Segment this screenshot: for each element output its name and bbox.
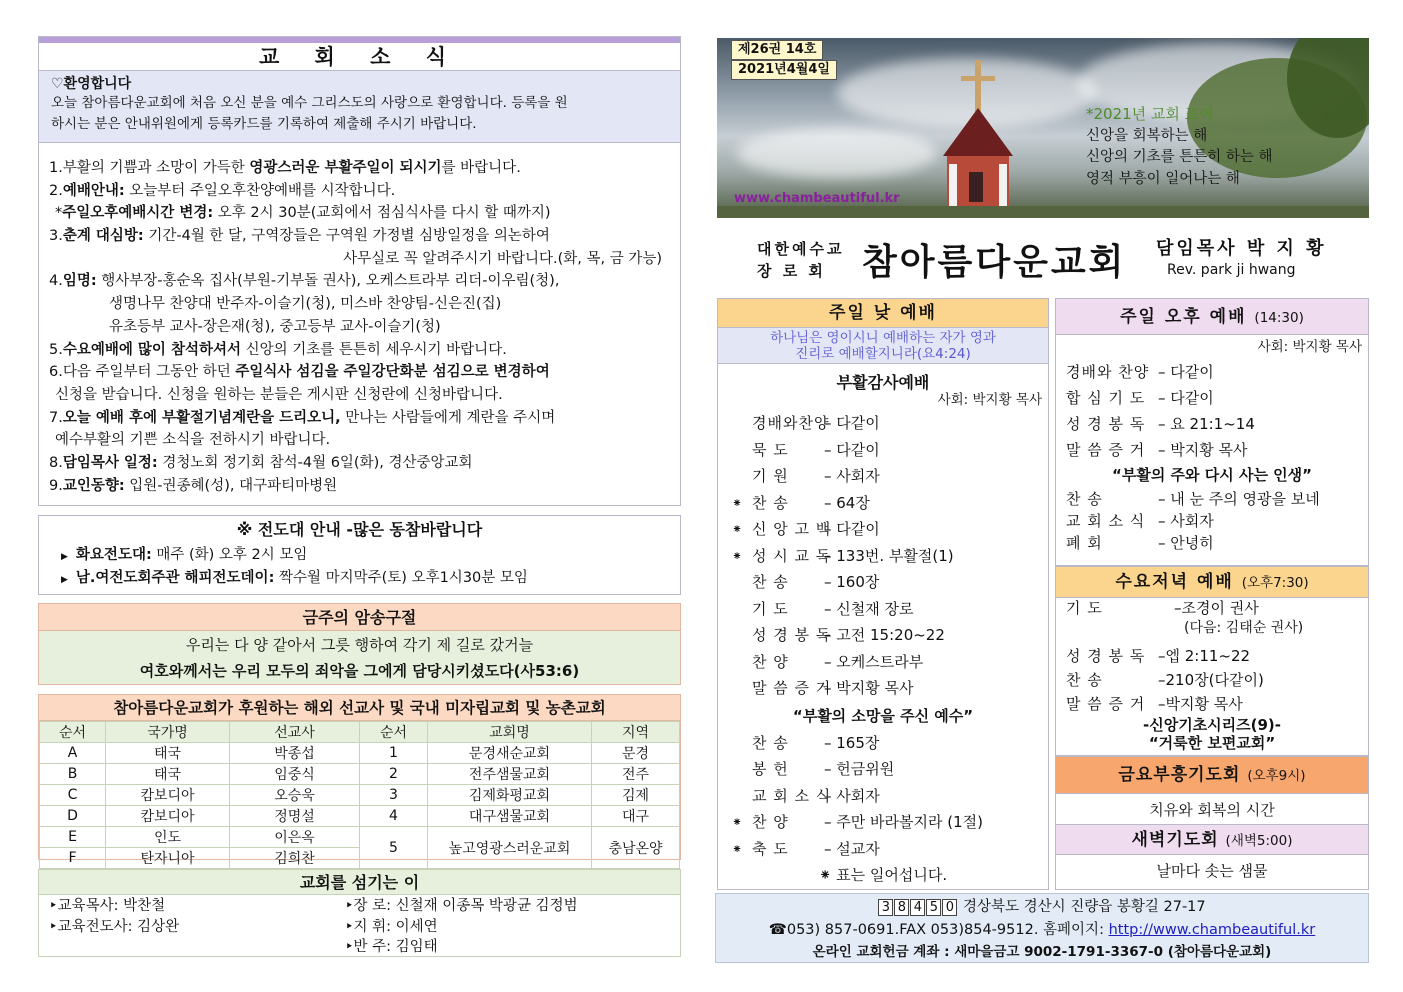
servant-line: ‣교육목사: 박찬철: [49, 898, 166, 914]
table-row: [40, 806, 680, 827]
welcome-line: 하시는 분은 안내위원에게 등록카드를 기록하여 제출해 주시기 바랍니다.: [51, 116, 477, 132]
verse-line: 진리로 예배할지니라(요4:24): [795, 346, 971, 362]
zip-digit: 4: [910, 899, 925, 916]
order-value: – 다같이: [824, 414, 880, 432]
servants-left: [49, 895, 179, 937]
homepage-link[interactable]: http://www.chambeautiful.kr: [1108, 922, 1316, 938]
news-item-bold: 교인동향:: [62, 477, 125, 494]
order-value: – 다같이: [824, 520, 880, 538]
order-sub: (다음: 김태순 권사): [1184, 620, 1304, 636]
order-row: [1056, 598, 1368, 644]
news-item: [49, 270, 668, 293]
table-cell: 김희찬: [230, 848, 360, 869]
order-name: 성 경 봉 독: [752, 626, 832, 644]
order-row: [718, 756, 1048, 783]
news-item: [49, 293, 668, 316]
table-cell: 3: [360, 785, 428, 806]
account-line: 온라인 교회헌금 계좌 : 새마을금고 9002-1791-3367-0 (참아름다운교회): [812, 944, 1272, 960]
servant-line: ‣교육전도사: 김상완: [49, 918, 180, 935]
news-item: [49, 384, 668, 407]
table-row: [40, 743, 680, 764]
news-item: [49, 202, 668, 225]
table-cell: 태국: [106, 764, 230, 785]
order-name: 경배와찬양: [752, 414, 830, 432]
news-item-bold: 임명:: [62, 273, 97, 290]
order-row: [718, 783, 1048, 810]
service-leader: 사회: 박지황 목사: [937, 392, 1042, 408]
news-list: [39, 143, 680, 497]
standing-icon: ⁕: [732, 495, 743, 510]
news-item-bold: 수요예배에 많이 참석하셔서: [62, 341, 242, 358]
table-cell: 태국: [106, 743, 230, 764]
order-value: – 안녕히: [1158, 534, 1214, 552]
news-item-text: 만나는 사람들에게 계란을 주시며: [340, 409, 556, 426]
news-item: [49, 157, 668, 180]
order-row: [718, 809, 1048, 836]
order-value: – 헌금위원: [824, 760, 895, 778]
table-cell: 박종섭: [230, 743, 360, 764]
col-header: 선교사: [230, 722, 360, 743]
col-header: 지역: [592, 722, 680, 743]
order-value: – 사회자: [824, 786, 880, 805]
order-value: – 165장: [824, 733, 880, 752]
order-list: [718, 730, 1048, 863]
order-row: [718, 622, 1048, 649]
bullet-triangle-icon: ▶: [61, 552, 68, 562]
table-cell: 문경: [592, 743, 680, 764]
news-item-text: 8.: [49, 454, 63, 471]
mission-title: 참아름다운교회가 후원하는 해외 선교사 및 국내 미자립교회 및 농촌교회: [39, 695, 680, 721]
table-cell: 충남온양: [592, 827, 680, 869]
order-row: [1056, 510, 1368, 532]
news-item: [49, 225, 668, 248]
order-row: [1056, 668, 1368, 692]
news-item-bold: 예배안내:: [62, 182, 125, 199]
news-item-text: 기간-4월 한 달, 구역장들은 구역원 가정별 심방일정을 의논하여: [143, 228, 550, 245]
hero-url: www.chambeautiful.kr: [734, 191, 900, 206]
table-cell: 탄자니아: [106, 848, 230, 869]
order-name: 폐 회: [1066, 534, 1103, 552]
order-name: 교 회 소 식: [1066, 512, 1146, 530]
dawn-text: 날마다 솟는 샘물: [1156, 862, 1268, 880]
order-name: 찬 송: [752, 733, 789, 752]
news-item-text: 유초등부 교사-장은재(청), 중고등부 교사-이슬기(청): [109, 318, 441, 335]
order-row: [718, 410, 1048, 437]
table-cell: 1: [360, 743, 428, 764]
news-item-bold: 주일식사 섬김을 주일강단화분 섬김으로 변경하여: [235, 364, 550, 381]
verse-box: [718, 328, 1048, 364]
table-cell: A: [40, 743, 106, 764]
news-item: [49, 407, 668, 430]
order-name: 신 앙 고 백: [752, 520, 832, 538]
news-item-text: 입원-권종혜(성), 대구파티마병원: [124, 477, 338, 494]
pastor-name-en: Rev. park ji hwang: [1167, 262, 1296, 278]
order-value: –엡 2:11~22: [1158, 647, 1251, 665]
sermon-series: -신앙기초시리즈(9)-: [1142, 716, 1282, 734]
news-item-text: 3.: [49, 228, 63, 245]
news-item-text: 예수부활의 기쁜 소식을 전하시기 바랍니다.: [55, 432, 331, 449]
table-cell: C: [40, 785, 106, 806]
news-item-text: 1.부활의 기쁨과 소망이 가득한: [49, 160, 250, 176]
contact-line: [716, 919, 1368, 942]
table-row: [40, 764, 680, 785]
order-row: [1056, 385, 1368, 411]
zip-code: [878, 899, 958, 915]
news-item: [49, 429, 668, 452]
order-value: – 설교자: [824, 839, 880, 858]
news-item-text: 오늘부터 주일오후찬양예배를 시작합니다.: [124, 182, 396, 199]
order-name: 기 도: [752, 599, 789, 618]
col-header: 순서: [40, 722, 106, 743]
news-item-text: 6.다음 주일부터 그동안 하던: [49, 364, 236, 381]
order-row: [718, 730, 1048, 757]
order-value: – 160장: [824, 573, 880, 591]
order-value: – 사회자: [1158, 512, 1214, 530]
news-item-bold: 담임목사 일정:: [62, 454, 158, 471]
evangelism-item: ▶ 남.여전도회주관 해피전도데이: 짝수월 마지막주(토) 오후1시30분 모임: [61, 570, 528, 586]
issue-date: 2021년4월4일: [731, 60, 837, 80]
news-item-text: 2.: [49, 182, 63, 199]
memory-title: 금주의 암송구절: [39, 604, 680, 631]
col-header: 국가명: [106, 722, 230, 743]
order-row: [718, 490, 1048, 517]
order-row: [718, 463, 1048, 490]
order-name: 찬 송: [752, 493, 789, 512]
wednesday-service: [1055, 566, 1369, 756]
table-cell: 캄보디아: [106, 806, 230, 827]
table-cell: 2: [360, 764, 428, 785]
news-title: 교 회 소 식: [39, 43, 680, 71]
prayer-meetings: [1055, 756, 1369, 890]
denomination-line: 장 로 회: [757, 262, 826, 280]
news-item-text: 신청을 받습니다. 신청을 원하는 분들은 게시판 신청란에 신청바랍니다.: [55, 386, 503, 403]
sunday-morning-service: [717, 298, 1049, 890]
motto-line: 영적 부흥이 일어나는 해: [1086, 170, 1240, 187]
table-cell: B: [40, 764, 106, 785]
news-item-bold: 주일오후예배시간 변경:: [62, 205, 214, 222]
order-value: – 박지황 목사: [1158, 441, 1248, 459]
order-list: [1056, 598, 1368, 716]
news-item-text: 신앙의 기초를 튼튼히 세우시기 바랍니다.: [241, 341, 507, 358]
sermon-title: “부활의 주와 다시 사는 인생”: [1112, 466, 1312, 484]
servant-line: ‣지 휘: 이세연: [345, 918, 438, 935]
table-cell: 높고영광스러운교회: [428, 827, 592, 869]
news-item-text: 9.: [49, 477, 63, 494]
zip-digit: 8: [894, 899, 909, 916]
order-value: – 주만 바라볼지라 (1절): [824, 813, 983, 831]
order-value: – 내 눈 주의 영광을 보네: [1158, 490, 1320, 508]
order-value: –210장(다같이): [1158, 671, 1264, 689]
address-box: [715, 893, 1369, 963]
order-name: 찬 송: [1066, 671, 1103, 689]
memory-verse-box: [38, 603, 681, 685]
order-name: 성 경 봉 독: [1066, 415, 1146, 433]
motto-title: *2021년 교회 표어: [1086, 105, 1214, 123]
order-name: 기 원: [752, 467, 789, 485]
table-cell: 전주샘물교회: [428, 764, 592, 785]
order-row: [1056, 692, 1368, 716]
table-cell: 전주: [592, 764, 680, 785]
table-cell: 정명설: [230, 806, 360, 827]
news-item-bold: 영광스러운 부활주일이 되시기: [249, 160, 442, 176]
service-title: 주일 낮 예배: [718, 299, 1048, 328]
order-list: [718, 410, 1048, 702]
phone-fax: ☎053) 857-0691.FAX 053)854-9512. 홈페이지:: [768, 922, 1109, 938]
news-item: [49, 339, 668, 362]
table-cell: 대구: [592, 806, 680, 827]
order-value: – 사회자: [824, 467, 880, 485]
order-value: – 다같이: [1158, 389, 1214, 407]
news-item-text: 4.: [49, 273, 63, 290]
news-item-text: 5.: [49, 341, 63, 358]
order-row: [1056, 532, 1368, 554]
order-name: 말 씀 증 거: [752, 679, 832, 697]
order-name: 찬 양: [752, 652, 789, 671]
servants-title: 교회를 섬기는 이: [39, 870, 680, 895]
news-item-text: 생명나무 찬양대 반주자-이슬기(청), 미스바 찬양팀-신은진(집): [109, 296, 502, 313]
evangelism-box: [38, 515, 681, 595]
news-item: [49, 316, 668, 339]
order-name: 성 시 교 독: [752, 546, 832, 565]
order-row: [718, 649, 1048, 676]
pastor-name: 담임목사 박 지 황: [1156, 238, 1327, 259]
welcome-heading: ♡환영합니다: [51, 76, 132, 92]
motto-block: [1086, 104, 1273, 190]
order-name: 합 심 기 도: [1066, 389, 1146, 407]
order-row: [718, 569, 1048, 596]
table-cell: 김제화평교회: [428, 785, 592, 806]
friday-text: 치유와 회복의 시간: [1056, 793, 1368, 825]
news-item: [49, 248, 668, 271]
friday-title: 금요부흥기도회 (오후9시): [1056, 757, 1368, 793]
news-item: [49, 361, 668, 384]
order-row: [718, 675, 1048, 702]
table-cell: 5: [360, 827, 428, 869]
order-value: – 다같이: [1158, 363, 1214, 381]
service-leader: 사회: 박지황 목사: [1257, 339, 1362, 355]
order-value: –박지황 목사: [1158, 695, 1243, 713]
order-value: – 오케스트라부: [824, 652, 924, 671]
news-item: [49, 475, 668, 498]
welcome-box: [39, 71, 680, 143]
order-value: – 고전 15:20~22: [824, 626, 945, 644]
standing-icon: ⁕: [732, 841, 743, 856]
order-value: – 133번. 부활절(1): [824, 546, 954, 565]
order-row: [718, 437, 1048, 464]
service-title: 수요저녁 예배 (오후7:30): [1056, 567, 1368, 598]
memory-line: 여호와께서는 우리 모두의 죄악을 그에게 담당시키셨도다(사53:6): [139, 662, 580, 680]
order-row: [1056, 644, 1368, 668]
order-list: [1056, 488, 1368, 554]
address-line: [716, 896, 1368, 919]
table-cell: 오승욱: [230, 785, 360, 806]
order-name: 말 씀 증 거: [1066, 695, 1146, 713]
church-name: 참아름다운교회: [862, 242, 1127, 283]
memory-line: 우리는 다 양 같아서 그릇 행하여 각기 제 길로 갔거늘: [185, 636, 534, 654]
news-item: [49, 180, 668, 203]
mission-support-box: [38, 694, 681, 867]
servants-box: [38, 869, 681, 957]
order-value: – 요 21:1~14: [1158, 415, 1255, 433]
table-cell: 임중식: [230, 764, 360, 785]
order-row: [718, 543, 1048, 570]
order-row: [1056, 437, 1368, 463]
table-cell: 김제: [592, 785, 680, 806]
mission-table: [39, 721, 680, 869]
order-name: 기 도: [1066, 599, 1103, 617]
standing-icon: ⁕: [732, 522, 743, 536]
order-name: 경배와 찬양: [1066, 363, 1150, 381]
zip-digit: 0: [942, 899, 957, 916]
dawn-title: 새벽기도회 (새벽5:00): [1056, 825, 1368, 855]
order-value: –조경이 권사: [1174, 599, 1259, 617]
order-list: [1056, 359, 1368, 463]
zip-digit: 3: [878, 899, 893, 916]
news-item-text: 오후 2시 30분(교회에서 점심식사를 다시 할 때까지): [213, 205, 551, 222]
order-value: – 신철재 장로: [824, 599, 914, 618]
service-title: 주일 오후 예배 (14:30): [1056, 299, 1368, 335]
service-name: 부활감사예배: [836, 373, 930, 392]
news-item: [49, 452, 668, 475]
order-name: 찬 양: [752, 813, 789, 831]
evangelism-item: ▶ 화요전도대: 매주 (화) 오후 2시 모임: [61, 547, 308, 563]
order-value: – 64장: [824, 493, 870, 512]
order-row: [718, 516, 1048, 543]
col-header: 순서: [360, 722, 428, 743]
order-name: 교 회 소 식: [752, 786, 832, 805]
zip-digit: 5: [926, 899, 941, 916]
table-cell: D: [40, 806, 106, 827]
table-cell: E: [40, 827, 106, 848]
order-row: [1056, 488, 1368, 510]
order-name: 봉 헌: [752, 760, 789, 778]
denomination-line: 대한예수교: [757, 240, 845, 258]
table-cell: 인도: [106, 827, 230, 848]
servant-line: ‣장 로: 신철재 이종목 박광균 김정범: [345, 898, 578, 914]
standing-icon: ⁕: [732, 548, 743, 563]
news-item-text: 행사부장-홍순옥 집사(부원-기부돌 권사), 오케스트라부 리더-이우림(청),: [96, 273, 560, 290]
news-item-bold: 춘계 대심방:: [62, 228, 144, 245]
order-row: [718, 836, 1048, 863]
table-cell: 4: [360, 806, 428, 827]
order-row: [1056, 359, 1368, 385]
issue-volume: 제26권 14호: [731, 40, 823, 60]
table-cell: F: [40, 848, 106, 869]
order-row: [718, 596, 1048, 623]
order-name: 찬 송: [1066, 490, 1103, 508]
order-value: – 다같이: [824, 440, 880, 459]
bullet-triangle-icon: ▶: [61, 575, 68, 585]
welcome-line: 오늘 참아름다운교회에 처음 오신 분을 예수 그리스도의 사랑으로 환영합니다. 등록을 원: [51, 95, 568, 111]
memory-body: [39, 631, 680, 684]
news-item-text: 경청노회 정기회 참석-4월 6일(화), 경산중앙교회: [157, 454, 473, 471]
order-name: 축 도: [752, 839, 789, 858]
table-cell: 캄보디아: [106, 785, 230, 806]
evangelism-title: ※ 전도대 안내 -많은 동참바랍니다: [236, 520, 483, 539]
motto-line: 신앙의 기초를 튼튼히 하는 해: [1086, 149, 1273, 165]
verse-line: 하나님은 영이시니 예배하는 자가 영과: [770, 330, 996, 346]
col-header: 교회명: [428, 722, 592, 743]
table-row: [40, 785, 680, 806]
news-item-text: 를 바랍니다.: [441, 160, 521, 176]
news-item-bold: 오늘 예배 후에 부활절기념계란을 드리오니,: [62, 409, 341, 426]
news-item-text: 7.: [49, 409, 63, 426]
church-news-box: [38, 36, 681, 506]
order-name: 말 씀 증 거: [1066, 441, 1146, 459]
order-name: 성 경 봉 독: [1066, 647, 1146, 665]
denomination: [757, 238, 844, 282]
news-item-text: 사무실로 꼭 알려주시기 바랍니다.(화, 목, 금 가능): [343, 250, 662, 267]
sermon-title: “부활의 소망을 주신 예수”: [792, 706, 974, 725]
table-cell: 문경새순교회: [428, 743, 592, 764]
order-value: – 박지황 목사: [824, 679, 914, 697]
servant-line: ‣반 주: 김임태: [345, 939, 438, 955]
street-address: 경상북도 경산시 진량읍 봉황길 27-17: [958, 899, 1206, 915]
table-row: [40, 827, 680, 848]
order-row: [1056, 411, 1368, 437]
motto-line: 신앙을 회복하는 해: [1086, 127, 1208, 144]
servants-right: [345, 895, 578, 958]
sermon-title: “거룩한 보편교회”: [1148, 734, 1276, 752]
table-cell: 대구샘물교회: [428, 806, 592, 827]
order-name: 묵 도: [752, 440, 789, 459]
footnote: ⁕ 표는 일어섭니다.: [818, 866, 948, 884]
order-name: 찬 송: [752, 573, 789, 591]
table-cell: 이은옥: [230, 827, 360, 848]
sunday-afternoon-service: [1055, 298, 1369, 566]
news-item-text: *: [55, 205, 63, 222]
standing-icon: ⁕: [732, 815, 743, 829]
